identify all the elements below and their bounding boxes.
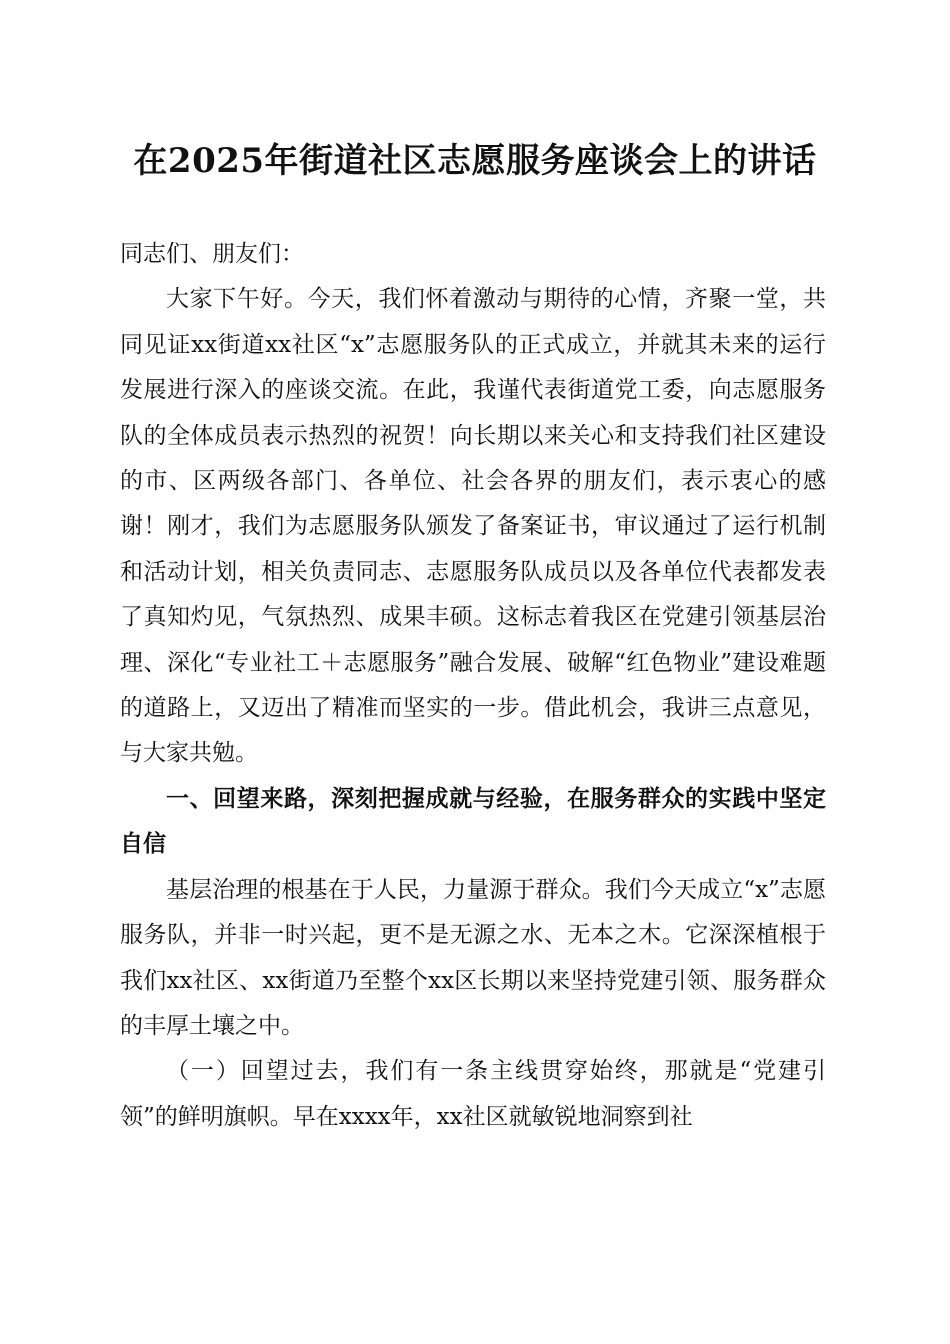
section-1-paragraph: 基层治理的根基在于人民，力量源于群众。我们今天成立“x”志愿服务队，并非一时兴起，更不是无源之水、无本之木。它深深植根于我们xx社区、xx街道乃至整个xx区长期以来坚持党建引领、服务群众的丰厚土壤之中。 [120, 876, 826, 1039]
greeting: 同志们、朋友们： [120, 241, 304, 267]
section-heading-1: 一、回望来路，深刻把握成就与经验，在服务群众的实践中坚定自信 [120, 785, 826, 858]
subsection-1-paragraph: （一）回望过去，我们有一条主线贯穿始终，那就是“党建引领”的鲜明旗帜。早在xxxx年，xx社区就敏锐地洞察到社 [120, 1058, 826, 1130]
opening-paragraph: 大家下午好。今天，我们怀着激动与期待的心情，齐聚一堂，共同见证xx街道xx社区“x”志愿服务队的正式成立，并就其未来的运行发展进行深入的座谈交流。在此，我谨代表街道党工委，向志愿服务队的全体成员表示热烈的祝贺！向长期以来关心和支持我们社区建设的市、区两级各部门、各单位、社会各界的朋友们，表示衷心的感谢！刚才，我们为志愿服务队颁发了备案证书，审议通过了运行机制和活动计划，相关负责同志、志愿服务队成员以及各单位代表都发表了真知灼见，气氛热烈、成果丰硕。这标志着我区在党建引领基层治理、深化“专业社工＋志愿服务”融合发展、破解“红色物业”建设难题的道路上，又迈出了精准而坚实的一步。借此机会，我讲三点意见，与大家共勉。 [120, 286, 826, 767]
document-title: 在2025年街道社区志愿服务座谈会上的讲话 [133, 141, 817, 181]
document-body [120, 232, 826, 1140]
